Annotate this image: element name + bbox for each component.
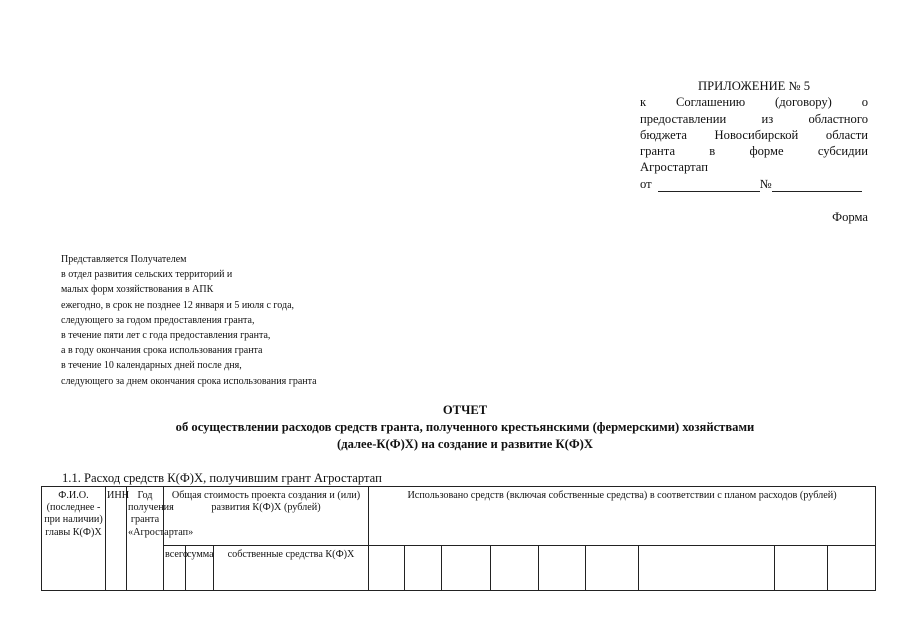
note-line: в течение 10 календарных дней после дня,: [61, 360, 242, 372]
form-label: Форма: [832, 210, 868, 224]
note-line: а в году окончания срока использования гранта: [61, 345, 263, 357]
section-title: 1.1. Расход средств К(Ф)Х, получившим грант Агростартап: [62, 471, 382, 485]
note-line: в отдел развития сельских территорий и: [61, 269, 233, 281]
note-line: малых форм хозяйствования в АПК: [61, 284, 214, 296]
appendix-line-4: гранта в форме субсидии: [640, 144, 868, 159]
expense-table: [41, 486, 876, 591]
appendix-title: ПРИЛОЖЕНИЕ № 5: [698, 79, 810, 93]
table-cell: [405, 546, 442, 591]
report-title: ОТЧЕТ: [442, 403, 488, 417]
report-subtitle-1: об осуществлении расходов средств гранта, полученного крестьянскими (фермерскими) хозяйствами: [175, 419, 755, 434]
table-cell: [442, 546, 491, 591]
number-sign: №: [759, 176, 772, 191]
note-line: ежегодно, в срок не позднее 12 января и 5 июля с года,: [61, 299, 295, 311]
subheader-own-funds: собственные средства К(Ф)Х: [214, 546, 369, 591]
note-line: следующего за днем окончания срока использования гранта: [61, 375, 317, 387]
date-number-line: [640, 176, 868, 192]
table-cell: [775, 546, 828, 591]
appendix-line-2: предоставлении из областного: [640, 111, 868, 126]
header-fio: Ф.И.О. (последнее - при наличии) главы К(Ф)Х: [42, 487, 106, 591]
note-line: Представляется Получателем: [61, 254, 187, 265]
submission-note: [61, 252, 317, 389]
table-cell: [369, 546, 405, 591]
report-subtitle-2: (далее-К(Ф)Х) на создание и развитие К(Ф)Х: [337, 436, 593, 451]
header-total-cost: Общая стоимость проекта создания и (или) развития К(Ф)Х (рублей): [164, 487, 369, 546]
number-blank: [772, 179, 862, 192]
table-cell: [828, 546, 876, 591]
subheader-sum: сумма: [186, 546, 214, 591]
appendix-line-3: бюджета Новосибирской области: [640, 127, 868, 142]
date-prefix: от: [640, 176, 652, 191]
header-funds-used: Использовано средств (включая собственные средства) в соответствии с планом расходов (рублей): [369, 487, 876, 546]
appendix-line-5: Агростартап: [640, 160, 708, 175]
subheader-total: всего: [164, 546, 186, 591]
note-line: в течение пяти лет с года предоставления гранта,: [61, 330, 271, 342]
report-heading: [60, 402, 870, 452]
note-line: следующего за годом предоставления гранта,: [61, 314, 255, 326]
header-inn: ИНН: [106, 487, 127, 591]
appendix-line-1: к Соглашению (договору) о: [640, 95, 868, 110]
table-cell: [586, 546, 639, 591]
appendix-block: [640, 78, 868, 192]
header-grant-year: Год получения гранта «Агростартап»: [127, 487, 164, 591]
table-cell: [639, 546, 775, 591]
date-blank: [658, 179, 760, 192]
table-cell: [539, 546, 586, 591]
table-cell: [491, 546, 539, 591]
